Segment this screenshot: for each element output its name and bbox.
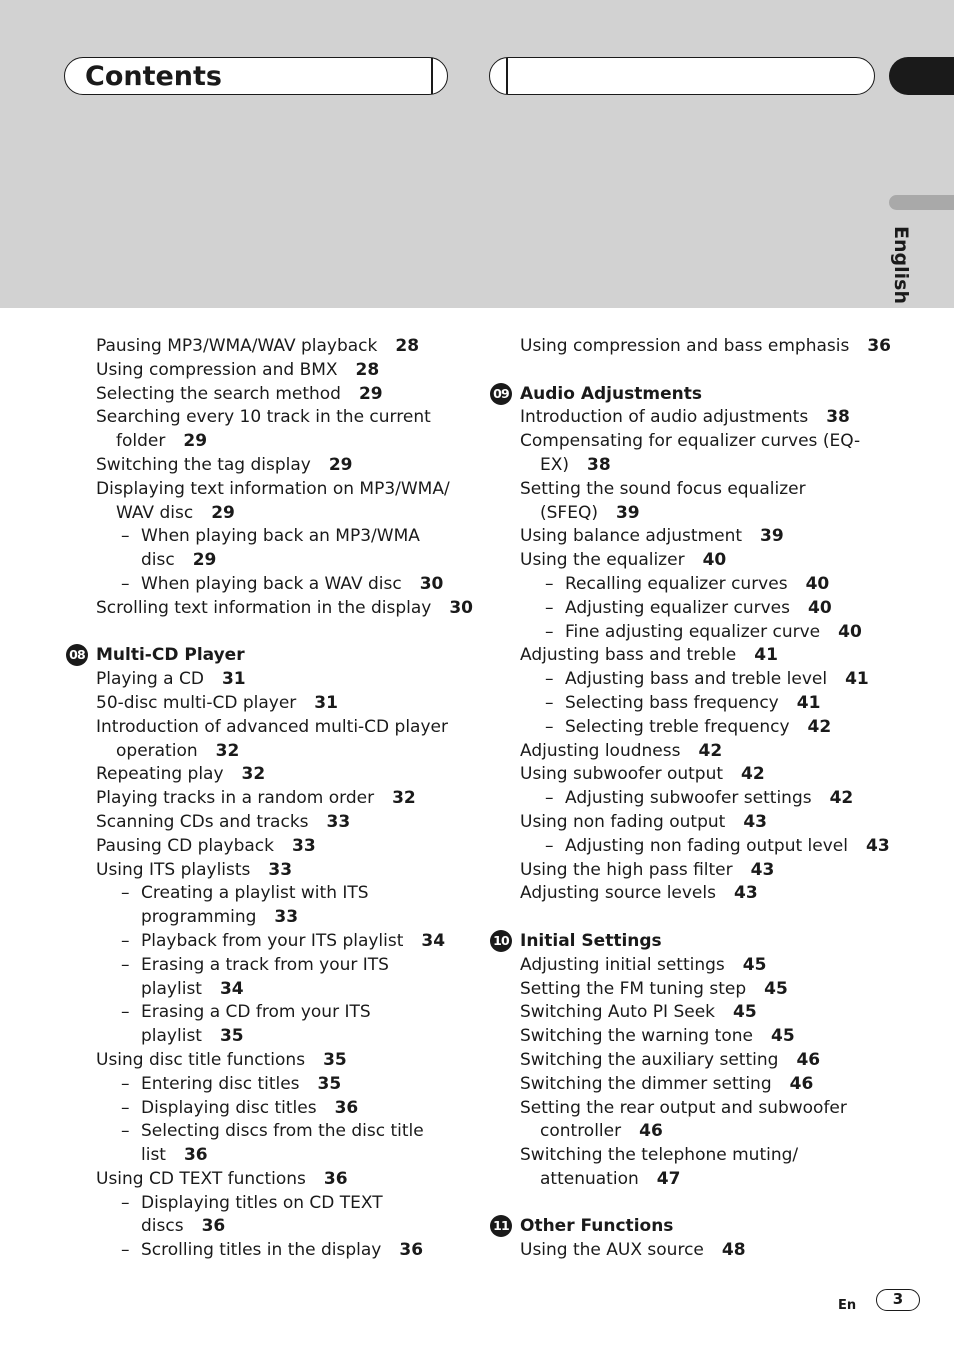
entry-title: When playing back an MP3/WMA [141, 526, 420, 547]
entry-title: When playing back a WAV disc [141, 573, 402, 594]
section-number-badge: 11 [490, 1215, 512, 1237]
toc-entry[interactable] [490, 1001, 890, 1025]
entry-title: Playing tracks in a random order [96, 788, 375, 809]
entry-title: programming [141, 907, 257, 928]
page-ref: 30 [449, 597, 474, 618]
toc-subentry[interactable] [66, 882, 456, 906]
dash-bullet: – [545, 692, 554, 713]
entry-title: Displaying text information on MP3/WMA/ [96, 478, 450, 499]
entry-title: Introduction of audio adjustments [520, 407, 809, 428]
page-ref: 46 [789, 1073, 814, 1094]
entry-title: Switching the dimmer setting [520, 1073, 772, 1094]
entry-title: Selecting the search method [96, 383, 341, 404]
toc-subentry[interactable] [66, 930, 456, 954]
toc-entry[interactable] [490, 1097, 890, 1121]
entry-title: Setting the sound focus equalizer [520, 478, 806, 499]
toc-entry[interactable] [66, 1144, 456, 1168]
language-label: English [890, 226, 912, 304]
entry-title: folder [116, 431, 166, 452]
language-tab [889, 195, 954, 210]
blank-box-divider [506, 58, 508, 94]
entry-title: Adjusting equalizer curves [565, 597, 790, 618]
toc-entry[interactable] [66, 549, 456, 573]
section-heading [490, 930, 890, 954]
entry-title: Selecting discs from the disc title [141, 1121, 424, 1142]
page-ref: 36 [183, 1145, 208, 1166]
page-title: Contents [85, 61, 223, 92]
toc-subentry[interactable] [490, 692, 890, 716]
page-ref: 35 [317, 1073, 342, 1094]
toc-entry[interactable] [490, 978, 890, 1002]
section-heading [490, 383, 890, 407]
page-ref: 41 [845, 669, 869, 690]
toc-entry[interactable] [490, 1120, 890, 1144]
dash-bullet: – [121, 1002, 130, 1023]
toc-subentry[interactable] [66, 954, 456, 978]
page-ref: 39 [615, 502, 640, 523]
page-ref: 33 [274, 907, 299, 928]
entry-title: Introduction of advanced multi-CD player [96, 716, 448, 737]
toc-entry[interactable] [66, 1049, 456, 1073]
toc-entry[interactable] [490, 882, 890, 906]
page-ref: 40 [807, 597, 832, 618]
dash-bullet: – [121, 573, 130, 594]
dash-bullet: – [121, 954, 130, 975]
entry-title: playlist [141, 1026, 202, 1047]
page-ref: 35 [219, 1026, 244, 1047]
page-ref: 40 [805, 573, 830, 594]
entry-title: Scrolling text information in the display [96, 597, 432, 618]
entry-title: Adjusting initial settings [520, 954, 725, 975]
toc-subentry[interactable] [66, 1192, 456, 1216]
page-ref: 42 [741, 764, 765, 785]
toc-entry[interactable] [66, 692, 456, 716]
entry-title: Using the high pass filter [520, 859, 733, 880]
toc-left-column [66, 335, 474, 1263]
page-ref: 48 [721, 1240, 746, 1261]
toc-entry[interactable] [66, 597, 474, 621]
toc-entry[interactable] [490, 430, 890, 454]
toc-entry[interactable] [490, 335, 890, 359]
section-title: Audio Adjustments [520, 383, 702, 404]
page-ref: 45 [733, 1002, 757, 1023]
page-ref: 33 [326, 811, 351, 832]
toc-entry[interactable] [490, 763, 890, 787]
toc-entry[interactable] [490, 740, 890, 764]
section-number-badge: 09 [490, 383, 512, 405]
entry-title: Adjusting subwoofer settings [565, 788, 812, 809]
page-ref: 38 [587, 454, 611, 475]
toc-entry[interactable] [66, 716, 456, 740]
page-ref: 29 [211, 502, 235, 523]
entry-title: Switching Auto PI Seek [520, 1002, 715, 1023]
section-title: Multi-CD Player [96, 645, 245, 666]
page-ref: 33 [292, 835, 316, 856]
entry-title: Playing a CD [96, 669, 204, 690]
toc-entry[interactable] [66, 859, 456, 883]
dash-bullet: – [545, 788, 554, 809]
page-ref: 29 [183, 431, 208, 452]
toc-subentry[interactable] [66, 525, 456, 549]
entry-title: Adjusting bass and treble [520, 645, 737, 666]
page-ref: 34 [421, 930, 446, 951]
toc-entry[interactable] [66, 430, 456, 454]
dash-bullet: – [121, 1192, 130, 1213]
entry-title: Selecting bass frequency [565, 692, 779, 713]
toc-subentry[interactable] [490, 573, 890, 597]
dash-bullet: – [545, 597, 554, 618]
page-ref: 47 [656, 1168, 681, 1189]
dash-bullet: – [545, 716, 554, 737]
toc-entry[interactable] [490, 1073, 890, 1097]
entry-title: Setting the rear output and subwoofer [520, 1097, 847, 1118]
toc-subentry[interactable] [490, 621, 890, 645]
header-band [0, 0, 954, 308]
page-ref: 36 [399, 1240, 424, 1261]
toc-entry[interactable] [66, 668, 456, 692]
dash-bullet: – [545, 669, 554, 690]
page-ref: 46 [639, 1121, 663, 1142]
dash-bullet: – [121, 526, 130, 547]
entry-title: Displaying titles on CD TEXT [141, 1192, 383, 1213]
dash-bullet: – [545, 573, 554, 594]
entry-title: Adjusting bass and treble level [565, 669, 828, 690]
toc-entry[interactable] [66, 1215, 456, 1239]
dash-bullet: – [121, 1240, 130, 1261]
dash-bullet: – [121, 1097, 130, 1118]
toc-entry[interactable] [66, 1025, 456, 1049]
page-ref: 36 [867, 336, 892, 356]
entry-title: WAV disc [116, 502, 194, 523]
entry-title: Adjusting loudness [520, 740, 681, 761]
page-ref: 40 [838, 621, 862, 642]
spacer [490, 906, 890, 930]
entry-title: Pausing CD playback [96, 835, 274, 856]
toc-entry[interactable] [66, 906, 456, 930]
toc-entry[interactable] [66, 763, 456, 787]
entry-title: Adjusting non fading output level [565, 835, 848, 856]
spacer [490, 1192, 890, 1216]
page-ref: 43 [733, 883, 758, 904]
title-box-divider [431, 58, 433, 94]
toc-entry[interactable] [490, 644, 890, 668]
entry-title: Using balance adjustment [520, 526, 743, 547]
entry-title: Switching the warning tone [520, 1026, 753, 1047]
toc-entry[interactable] [490, 1239, 890, 1263]
entry-title: Using the AUX source [520, 1240, 704, 1261]
entry-title: Fine adjusting equalizer curve [565, 621, 821, 642]
entry-title: Switching the tag display [96, 454, 311, 475]
page-ref: 29 [192, 550, 217, 571]
toc-entry[interactable] [490, 1144, 890, 1168]
page-ref: 33 [268, 859, 293, 880]
entry-title: discs [141, 1216, 184, 1237]
section-tab [889, 57, 954, 95]
toc-right-column [490, 335, 890, 1263]
section-number-badge: 08 [66, 644, 88, 666]
section-title: Initial Settings [520, 930, 662, 951]
entry-title: Using ITS playlists [96, 859, 251, 880]
page-ref: 42 [829, 788, 854, 809]
dash-bullet: – [121, 930, 130, 951]
toc-entry[interactable] [66, 1168, 456, 1192]
toc-entry[interactable] [490, 1049, 890, 1073]
page-ref: 28 [395, 336, 420, 356]
toc-entry[interactable] [490, 811, 890, 835]
entry-title: Using compression and bass emphasis [520, 336, 850, 356]
page-ref: 40 [702, 550, 727, 571]
page-ref: 36 [334, 1097, 359, 1118]
toc-entry[interactable] [66, 502, 456, 526]
toc-entry[interactable] [490, 859, 890, 883]
blank-header-box [489, 57, 875, 95]
page-ref: 32 [392, 788, 416, 809]
page-ref: 43 [750, 859, 775, 880]
entry-title: Scanning CDs and tracks [96, 811, 309, 832]
page-ref: 42 [807, 716, 832, 737]
page-ref: 34 [219, 978, 244, 999]
entry-title: Selecting treble frequency [565, 716, 790, 737]
entry-title: Recalling equalizer curves [565, 573, 788, 594]
page-ref: 45 [770, 1026, 795, 1047]
entry-title: EX) [540, 454, 570, 475]
entry-title: Switching the telephone muting/ [520, 1145, 799, 1166]
section-heading [490, 1215, 890, 1239]
entry-title: Erasing a track from your ITS [141, 954, 389, 975]
dash-bullet: – [121, 883, 130, 904]
footer-language: En [838, 1298, 857, 1313]
toc-entry[interactable] [66, 383, 456, 407]
entry-title: attenuation [540, 1168, 639, 1189]
toc-entry[interactable] [66, 787, 456, 811]
page-ref: 32 [215, 740, 240, 761]
page-ref: 29 [328, 454, 353, 475]
title-box [64, 57, 448, 95]
toc-subentry[interactable] [66, 1001, 456, 1025]
toc-entry[interactable] [66, 454, 456, 478]
entry-title: Using subwoofer output [520, 764, 724, 785]
dash-bullet: – [121, 1073, 130, 1094]
entry-title: playlist [141, 978, 202, 999]
entry-title: Displaying disc titles [141, 1097, 317, 1118]
entry-title: list [141, 1145, 166, 1166]
page-ref: 30 [419, 573, 444, 594]
toc-entry[interactable] [66, 835, 456, 859]
toc-entry[interactable] [490, 1025, 890, 1049]
toc-subentry[interactable] [66, 1073, 456, 1097]
entry-title: Searching every 10 track in the current [96, 407, 431, 428]
page-ref: 36 [201, 1216, 226, 1237]
spacer [66, 621, 456, 645]
toc-entry[interactable] [66, 335, 456, 359]
toc-entry[interactable] [490, 954, 890, 978]
entry-title: Erasing a CD from your ITS [141, 1002, 371, 1023]
entry-title: Using disc title functions [96, 1049, 306, 1070]
dash-bullet: – [121, 1121, 130, 1142]
toc-entry[interactable] [66, 811, 456, 835]
toc-subentry[interactable] [490, 787, 890, 811]
dash-bullet: – [545, 621, 554, 642]
page-ref: 31 [314, 692, 338, 713]
section-heading [66, 644, 456, 668]
toc-subentry[interactable] [490, 597, 890, 621]
page-ref: 38 [826, 407, 850, 428]
page-ref: 28 [355, 359, 380, 380]
page-ref: 32 [241, 764, 266, 785]
entry-title: Creating a playlist with ITS [141, 883, 369, 904]
toc-entry[interactable] [66, 978, 456, 1002]
page-ref: 39 [760, 526, 784, 547]
toc-entry[interactable] [490, 454, 890, 478]
entry-title: (SFEQ) [540, 502, 598, 523]
entry-title: Pausing MP3/WMA/WAV playback [96, 336, 378, 356]
entry-title: Scrolling titles in the display [141, 1240, 382, 1261]
page-ref: 46 [796, 1049, 821, 1070]
entry-title: controller [540, 1121, 622, 1142]
toc-entry[interactable] [66, 406, 456, 430]
page-ref: 42 [698, 740, 723, 761]
toc-entry[interactable] [66, 478, 456, 502]
entry-title: Setting the FM tuning step [520, 978, 747, 999]
toc-subentry[interactable] [490, 716, 890, 740]
page-number: 3 [876, 1289, 920, 1311]
toc-subentry[interactable] [66, 1120, 456, 1144]
page-ref: 41 [754, 645, 778, 666]
entry-title: Using compression and BMX [96, 359, 338, 380]
toc-entry[interactable] [490, 478, 890, 502]
entry-title: Using CD TEXT functions [96, 1168, 306, 1189]
toc-entry[interactable] [66, 359, 456, 383]
spacer [490, 359, 890, 383]
page-ref: 35 [323, 1049, 347, 1070]
toc-entry[interactable] [490, 525, 890, 549]
entry-title: Playback from your ITS playlist [141, 930, 404, 951]
entry-title: Switching the auxiliary setting [520, 1049, 779, 1070]
page-ref: 31 [221, 669, 246, 690]
toc-subentry[interactable] [66, 573, 456, 597]
entry-title: Compensating for equalizer curves (EQ- [520, 431, 861, 452]
toc-subentry[interactable] [490, 835, 890, 859]
toc-subentry[interactable] [490, 668, 890, 692]
toc-entry[interactable] [490, 1168, 890, 1192]
entry-title: Repeating play [96, 764, 224, 785]
entry-title: Using the equalizer [520, 550, 685, 571]
entry-title: Entering disc titles [141, 1073, 300, 1094]
page-ref: 45 [742, 954, 767, 975]
toc-entry[interactable] [490, 406, 890, 430]
page-ref: 43 [743, 811, 767, 832]
toc-entry[interactable] [490, 549, 890, 573]
entry-title: disc [141, 550, 175, 571]
dash-bullet: – [545, 835, 554, 856]
section-title: Other Functions [520, 1216, 674, 1237]
entry-title: Using non fading output [520, 811, 726, 832]
section-number-badge: 10 [490, 930, 512, 952]
toc-entry[interactable] [490, 502, 890, 526]
page-ref: 29 [358, 383, 383, 404]
page-ref: 36 [323, 1168, 348, 1189]
page-ref: 43 [865, 835, 890, 856]
entry-title: operation [116, 740, 198, 761]
toc-subentry[interactable] [66, 1239, 456, 1263]
entry-title: Adjusting source levels [520, 883, 716, 904]
toc-subentry[interactable] [66, 1097, 456, 1121]
page-ref: 41 [796, 692, 821, 713]
entry-title: 50-disc multi-CD player [96, 692, 297, 713]
toc-entry[interactable] [66, 740, 456, 764]
page-ref: 45 [764, 978, 788, 999]
